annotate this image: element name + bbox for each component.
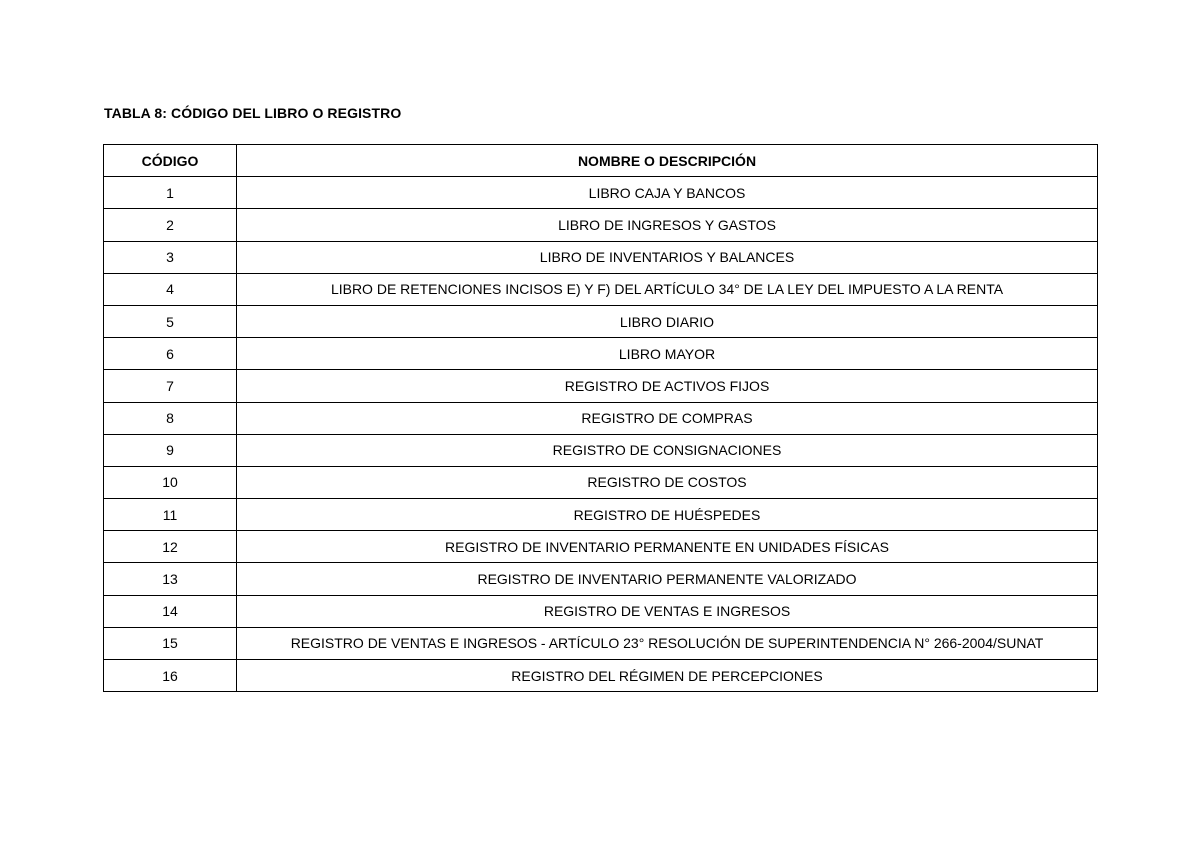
table-row <box>104 305 1098 337</box>
code-cell: 11 <box>104 499 237 531</box>
name-cell: REGISTRO DE COMPRAS <box>237 402 1098 434</box>
table-row <box>104 595 1098 627</box>
document-title: TABLA 8: CÓDIGO DEL LIBRO O REGISTRO <box>104 105 402 121</box>
name-cell: LIBRO DE INGRESOS Y GASTOS <box>237 209 1098 241</box>
code-cell: 16 <box>104 660 237 692</box>
book-codes-table <box>103 144 1098 692</box>
code-cell: 8 <box>104 402 237 434</box>
code-cell: 10 <box>104 466 237 498</box>
code-cell: 15 <box>104 627 237 659</box>
table-header-row <box>104 145 1098 177</box>
table-row <box>104 402 1098 434</box>
table-row <box>104 434 1098 466</box>
table-row <box>104 338 1098 370</box>
code-cell: 7 <box>104 370 237 402</box>
code-cell: 6 <box>104 338 237 370</box>
code-cell: 14 <box>104 595 237 627</box>
name-cell: REGISTRO DE COSTOS <box>237 466 1098 498</box>
code-cell: 4 <box>104 273 237 305</box>
code-cell: 1 <box>104 177 237 209</box>
table-row <box>104 177 1098 209</box>
code-cell: 2 <box>104 209 237 241</box>
column-header-code: CÓDIGO <box>104 145 237 177</box>
table-row <box>104 466 1098 498</box>
table-row <box>104 209 1098 241</box>
name-cell: REGISTRO DE INVENTARIO PERMANENTE VALORIZADO <box>237 563 1098 595</box>
name-cell: LIBRO MAYOR <box>237 338 1098 370</box>
table-row <box>104 499 1098 531</box>
name-cell: LIBRO CAJA Y BANCOS <box>237 177 1098 209</box>
name-cell: REGISTRO DE CONSIGNACIONES <box>237 434 1098 466</box>
column-header-name: NOMBRE O DESCRIPCIÓN <box>237 145 1098 177</box>
table-row <box>104 241 1098 273</box>
table-row <box>104 627 1098 659</box>
name-cell: REGISTRO DE VENTAS E INGRESOS <box>237 595 1098 627</box>
name-cell: LIBRO DIARIO <box>237 305 1098 337</box>
table-row <box>104 370 1098 402</box>
name-cell: REGISTRO DE ACTIVOS FIJOS <box>237 370 1098 402</box>
name-cell: LIBRO DE RETENCIONES INCISOS E) Y F) DEL ARTÍCULO 34° DE LA LEY DEL IMPUESTO A LA RENTA <box>237 273 1098 305</box>
code-cell: 13 <box>104 563 237 595</box>
code-cell: 12 <box>104 531 237 563</box>
name-cell: REGISTRO DE INVENTARIO PERMANENTE EN UNIDADES FÍSICAS <box>237 531 1098 563</box>
code-cell: 9 <box>104 434 237 466</box>
name-cell: LIBRO DE INVENTARIOS Y BALANCES <box>237 241 1098 273</box>
table-row <box>104 273 1098 305</box>
name-cell: REGISTRO DEL RÉGIMEN DE PERCEPCIONES <box>237 660 1098 692</box>
code-cell: 5 <box>104 305 237 337</box>
name-cell: REGISTRO DE VENTAS E INGRESOS - ARTÍCULO 23° RESOLUCIÓN DE SUPERINTENDENCIA N° 266-2004/SUNAT <box>237 627 1098 659</box>
table-row <box>104 563 1098 595</box>
table-row <box>104 531 1098 563</box>
table-row <box>104 660 1098 692</box>
name-cell: REGISTRO DE HUÉSPEDES <box>237 499 1098 531</box>
code-cell: 3 <box>104 241 237 273</box>
